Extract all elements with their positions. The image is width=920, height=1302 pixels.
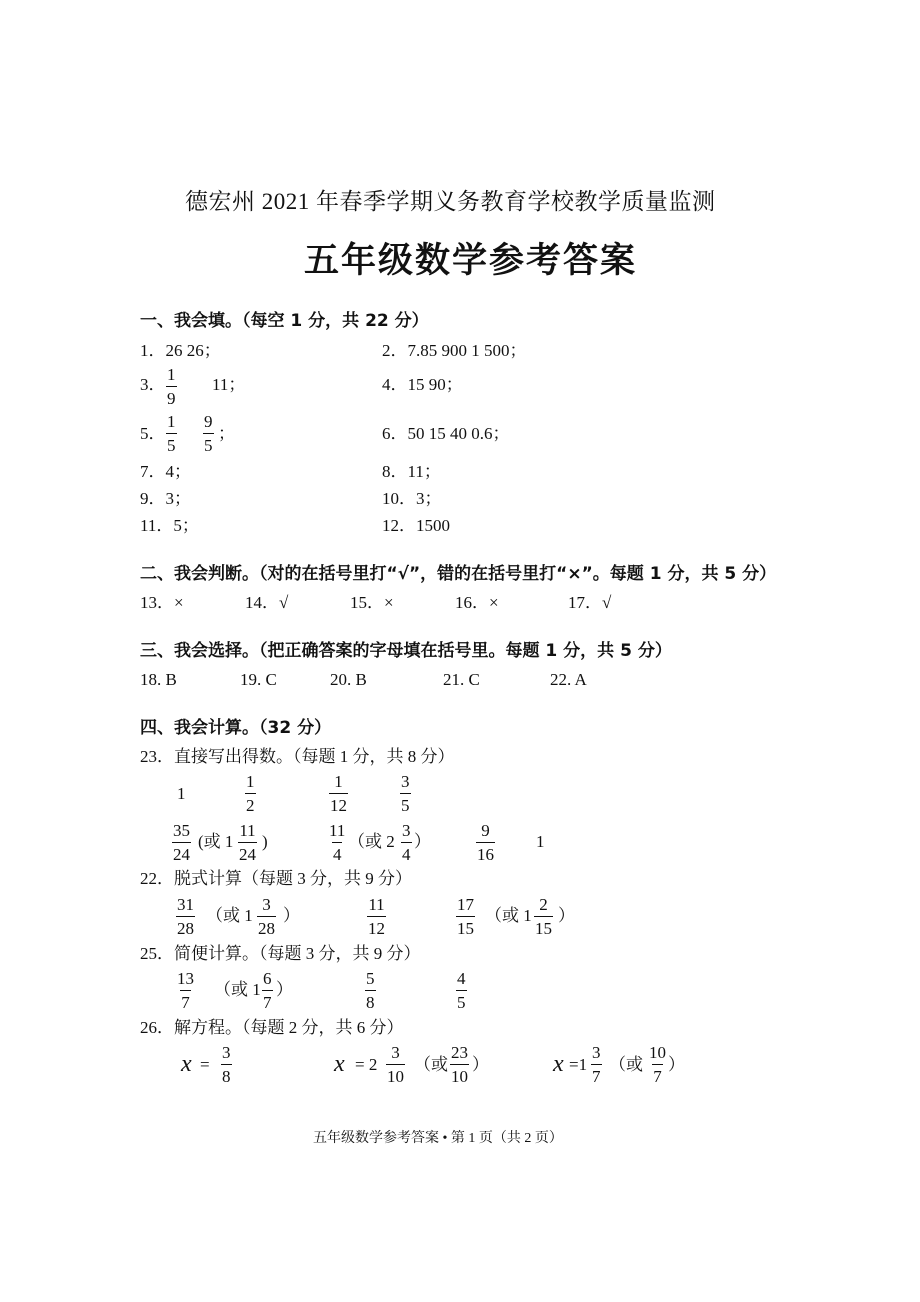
q24-answer-1-or: （或 1 <box>206 906 253 925</box>
exam-subtitle: 德宏州 2021 年春季学期义务教育学校教学质量监测 <box>185 189 716 214</box>
question-26-label: 26．解方程。（每题 2 分，共 6 分） <box>140 1018 404 1037</box>
answer-3-fraction: $\frac{1}{9}$ <box>167 365 176 408</box>
q23-answer-2: $\frac{1}{2}$ <box>246 772 255 815</box>
answer-7: 7．4； <box>140 462 191 481</box>
q23-answer-6-or: （或 2 <box>348 832 395 851</box>
answer-13: 13．× <box>140 593 184 612</box>
q26-answer-1: $\frac{3}{8}$ <box>222 1043 231 1086</box>
q24-answer-1-close: ） <box>283 906 300 925</box>
q26-answer-1-var: x <box>181 1051 192 1077</box>
answer-5-fraction-1: $\frac{1}{5}$ <box>167 412 176 455</box>
q23-answer-3: $\frac{1}{12}$ <box>330 772 347 815</box>
answer-15: 15．× <box>350 593 394 612</box>
answer-2: 2．7.85 900 1 500； <box>382 341 527 360</box>
section-2-heading: 二、我会判断。（对的在括号里打“√”，错的在括号里打“×”。每题 1 分，共 5 分） <box>140 564 777 584</box>
answer-6: 6．50 15 40 0.6； <box>382 424 510 443</box>
q26-answer-1-eq: = <box>200 1055 210 1074</box>
q23-answer-8: 1 <box>536 832 545 851</box>
page-footer: 五年级数学参考答案 • 第 1 页（共 2 页） <box>313 1131 563 1146</box>
answer-5-fraction-2: $\frac{9}{5}$ <box>204 412 213 455</box>
q25-answer-1-or: （或 1 <box>214 980 261 999</box>
page-title: 五年级数学参考答案 <box>304 241 638 281</box>
answer-1: 1．26 26； <box>140 341 221 360</box>
section-4-heading: 四、我会计算。（32 分） <box>140 718 332 738</box>
section-3-heading: 三、我会选择。（把正确答案的字母填在括号里。每题 1 分，共 5 分） <box>140 641 672 661</box>
q23-answer-5-or: (或 1 <box>198 832 234 851</box>
answer-21: 21. C <box>443 670 480 689</box>
q23-answer-6-mixed: $\frac{3}{4}$ <box>402 821 411 864</box>
q24-answer-3: $\frac{17}{15}$ <box>457 895 474 938</box>
question-25-label: 25．简便计算。（每题 3 分，共 9 分） <box>140 944 421 963</box>
q26-answer-2-var: x <box>334 1051 345 1077</box>
q26-answer-2-close: ） <box>472 1055 489 1074</box>
q23-answer-4: $\frac{3}{5}$ <box>401 772 410 815</box>
q26-answer-3-eq: =1 <box>569 1055 588 1074</box>
answer-12: 12．1500 <box>382 516 450 535</box>
q23-answer-1: 1 <box>177 784 186 803</box>
q25-answer-3: $\frac{4}{5}$ <box>457 969 466 1012</box>
q26-answer-3: $\frac{3}{7}$ <box>592 1043 601 1086</box>
q24-answer-3-close: ） <box>558 906 575 925</box>
answer-8: 8．11； <box>382 462 441 481</box>
answer-5-prefix: 5． <box>140 424 166 443</box>
q26-answer-2-eq: = 2 <box>355 1055 378 1074</box>
q26-answer-3-alt: $\frac{10}{7}$ <box>649 1043 666 1086</box>
q25-answer-1: $\frac{13}{7}$ <box>177 969 194 1012</box>
answer-11: 11．5； <box>140 516 199 535</box>
q26-answer-3-close: ） <box>668 1055 685 1074</box>
q24-answer-3-mixed: $\frac{2}{15}$ <box>535 895 552 938</box>
answer-9: 9．3； <box>140 489 191 508</box>
q23-answer-5-close: ) <box>262 832 268 851</box>
q26-answer-3-or: （或 <box>609 1055 643 1074</box>
q25-answer-2: $\frac{5}{8}$ <box>366 969 375 1012</box>
answer-17: 17．√ <box>568 593 612 612</box>
q24-answer-3-or: （或 1 <box>485 906 532 925</box>
q25-answer-1-close: ） <box>276 980 293 999</box>
answer-10: 10．3； <box>382 489 442 508</box>
q24-answer-2: $\frac{11}{12}$ <box>368 895 385 938</box>
answer-3-rest: 11； <box>212 375 246 394</box>
q26-answer-2-or: （或 <box>414 1055 448 1074</box>
q23-answer-6: $\frac{11}{4}$ <box>329 821 346 864</box>
q26-answer-2-alt: $\frac{23}{10}$ <box>451 1043 468 1086</box>
q23-answer-5: $\frac{35}{24}$ <box>173 821 190 864</box>
answer-16: 16．× <box>455 593 499 612</box>
q24-answer-1-mixed: $\frac{3}{28}$ <box>258 895 275 938</box>
answer-3-prefix: 3． <box>140 375 166 394</box>
answer-18: 18. B <box>140 670 177 689</box>
answer-4: 4．15 90； <box>382 375 463 394</box>
answer-20: 20. B <box>330 670 367 689</box>
answer-19: 19. C <box>240 670 277 689</box>
question-23-label: 23．直接写出得数。（每题 1 分，共 8 分） <box>140 747 455 766</box>
q24-answer-1: $\frac{31}{28}$ <box>177 895 194 938</box>
q23-answer-5-mixed: $\frac{11}{24}$ <box>239 821 256 864</box>
q26-answer-2: $\frac{3}{10}$ <box>387 1043 404 1086</box>
q26-answer-3-var: x <box>553 1051 564 1077</box>
answer-5-semicolon: ； <box>218 424 235 443</box>
q23-answer-6-close: ） <box>414 832 431 851</box>
question-24-label: 22．脱式计算（每题 3 分，共 9 分） <box>140 869 412 888</box>
q25-answer-1-mixed: $\frac{6}{7}$ <box>263 969 272 1012</box>
answer-22: 22. A <box>550 670 587 689</box>
section-1-heading: 一、我会填。（每空 1 分，共 22 分） <box>140 311 429 331</box>
q23-answer-7: $\frac{9}{16}$ <box>477 821 494 864</box>
answer-14: 14．√ <box>245 593 289 612</box>
